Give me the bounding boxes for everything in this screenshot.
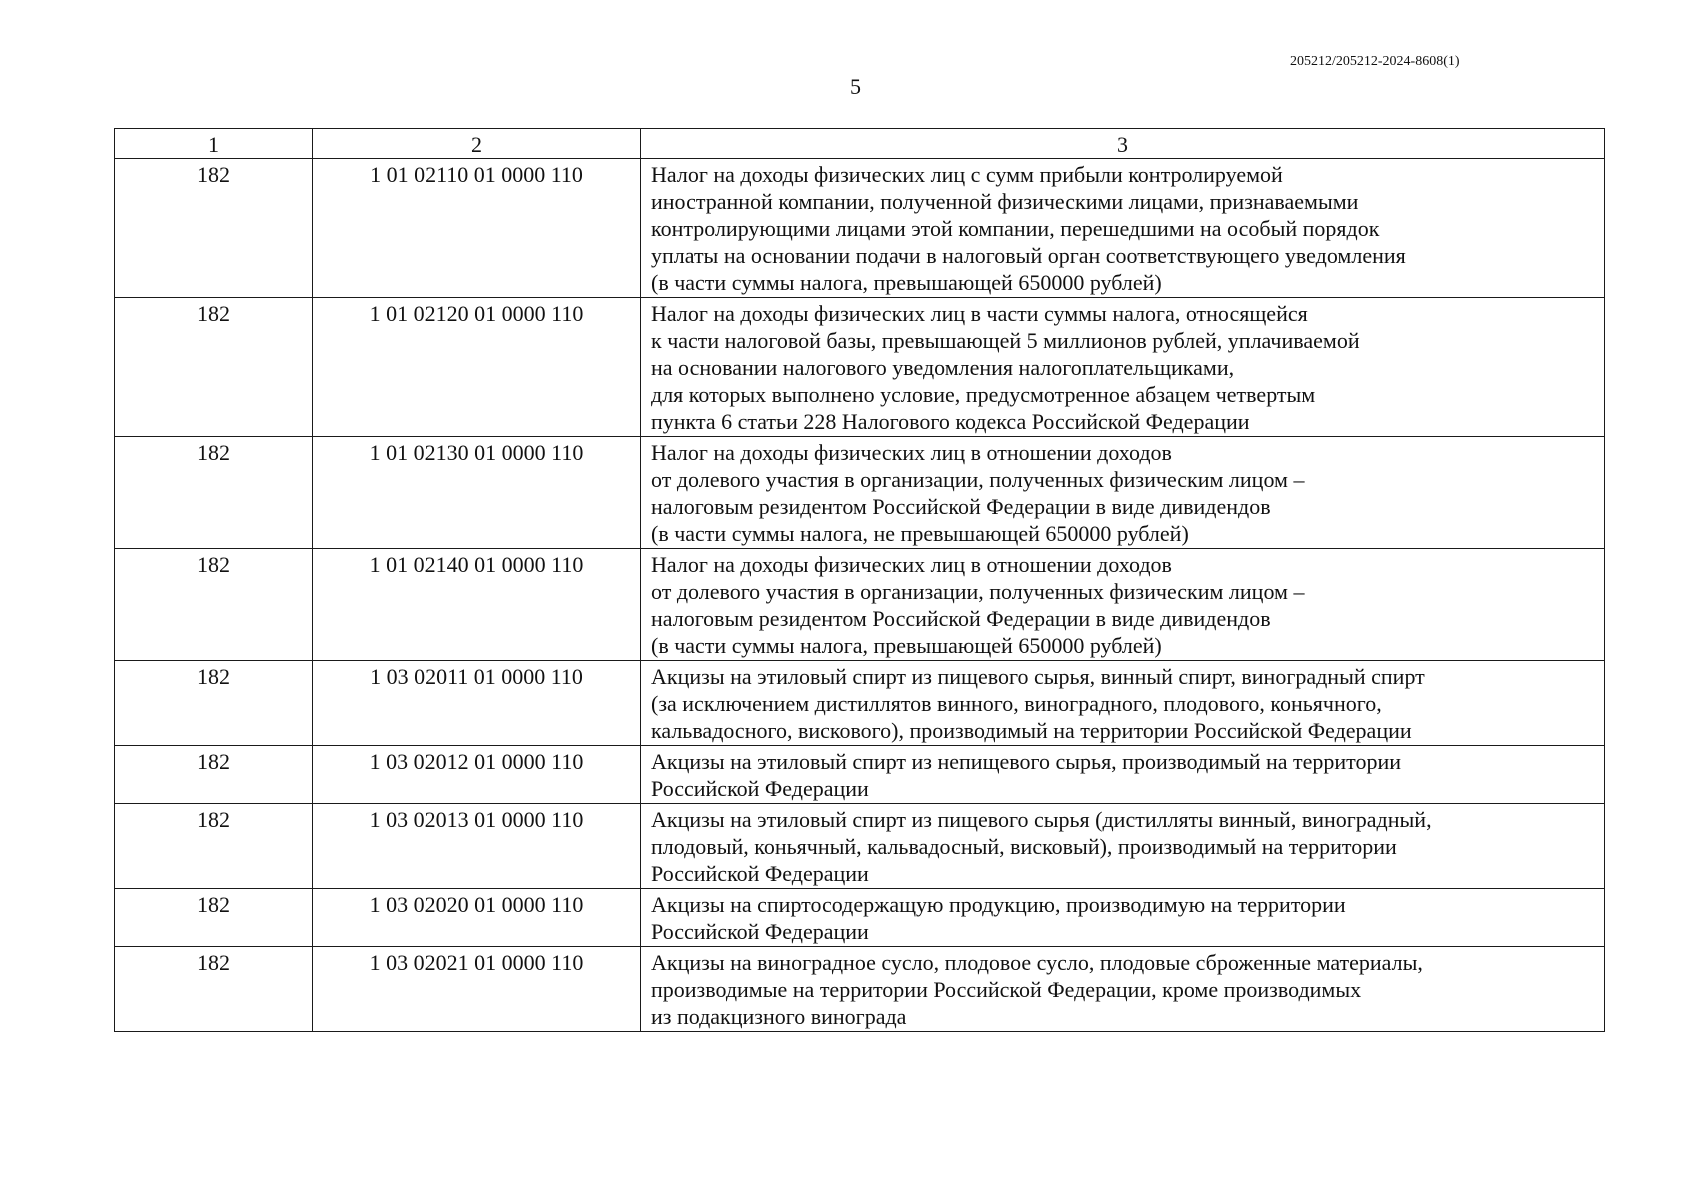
description-cell <box>641 437 1605 549</box>
description-cell <box>641 947 1605 1032</box>
description-line: Российской Федерации <box>651 776 869 801</box>
revenue-code-cell: 1 01 02120 01 0000 110 <box>313 298 641 437</box>
table-row <box>115 947 1605 1032</box>
description-line: (в части суммы налога, не превышающей 650000 рублей) <box>651 521 1189 546</box>
description-line: на основании налогового уведомления налогоплательщиками, <box>651 355 1235 380</box>
revenue-code-cell: 1 01 02130 01 0000 110 <box>313 437 641 549</box>
description-line: из подакцизного винограда <box>651 1004 907 1029</box>
table-row <box>115 437 1605 549</box>
description-line: Российской Федерации <box>651 861 869 886</box>
description-line: плодовый, коньячный, кальвадосный, висковый), производимый на территории <box>651 834 1397 859</box>
table-row <box>115 549 1605 661</box>
revenue-code-cell: 1 03 02021 01 0000 110 <box>313 947 641 1032</box>
revenue-code-cell: 1 01 02110 01 0000 110 <box>313 159 641 298</box>
description-line: иностранной компании, полученной физическими лицами, признаваемыми <box>651 189 1359 214</box>
table-row <box>115 661 1605 746</box>
description-line: Российской Федерации <box>651 919 869 944</box>
description-line: Налог на доходы физических лиц с сумм прибыли контролируемой <box>651 162 1283 187</box>
page-number: 5 <box>850 74 861 99</box>
description-line: Акцизы на этиловый спирт из пищевого сырья (дистилляты винный, виноградный, <box>651 807 1432 832</box>
description-line: Налог на доходы физических лиц в отношении доходов <box>651 440 1172 465</box>
description-cell <box>641 549 1605 661</box>
header-row <box>115 129 1605 159</box>
revenue-code-cell: 1 03 02020 01 0000 110 <box>313 889 641 947</box>
table-row <box>115 804 1605 889</box>
description-line: Налог на доходы физических лиц в отношении доходов <box>651 552 1172 577</box>
table-row <box>115 159 1605 298</box>
description-cell <box>641 159 1605 298</box>
description-line: (в части суммы налога, превышающей 650000 рублей) <box>651 270 1162 295</box>
description-line: Акцизы на этиловый спирт из пищевого сырья, винный спирт, виноградный спирт <box>651 664 1425 689</box>
description-line: пункта 6 статьи 228 Налогового кодекса Российской Федерации <box>651 409 1250 434</box>
header-col-3: 3 <box>641 129 1605 159</box>
description-line: (в части суммы налога, превышающей 650000 рублей) <box>651 633 1162 658</box>
revenue-code-cell: 1 01 02140 01 0000 110 <box>313 549 641 661</box>
description-cell <box>641 746 1605 804</box>
description-line: для которых выполнено условие, предусмотренное абзацем четвертым <box>651 382 1316 407</box>
description-line: Акцизы на этиловый спирт из непищевого сырья, производимый на территории <box>651 749 1402 774</box>
description-line: уплаты на основании подачи в налоговый орган соответствующего уведомления <box>651 243 1406 268</box>
description-line: (за исключением дистиллятов винного, виноградного, плодового, коньячного, <box>651 691 1382 716</box>
classification-table <box>114 128 1605 1032</box>
description-cell <box>641 298 1605 437</box>
description-line: от долевого участия в организации, полученных физическим лицом – <box>651 467 1305 492</box>
description-cell <box>641 889 1605 947</box>
admin-code-cell: 182 <box>115 298 313 437</box>
admin-code-cell: 182 <box>115 437 313 549</box>
description-cell <box>641 661 1605 746</box>
description-line: к части налоговой базы, превышающей 5 миллионов рублей, уплачиваемой <box>651 328 1360 353</box>
admin-code-cell: 182 <box>115 889 313 947</box>
admin-code-cell: 182 <box>115 159 313 298</box>
table-row <box>115 298 1605 437</box>
description-line: производимые на территории Российской Федерации, кроме производимых <box>651 977 1362 1002</box>
header-col-2: 2 <box>313 129 641 159</box>
admin-code-cell: 182 <box>115 804 313 889</box>
description-line: Акцизы на виноградное сусло, плодовое сусло, плодовые сброженные материалы, <box>651 950 1423 975</box>
revenue-code-cell: 1 03 02011 01 0000 110 <box>313 661 641 746</box>
document-id: 205212/205212-2024-8608(1) <box>1290 54 1460 69</box>
table-row <box>115 746 1605 804</box>
header-col-1: 1 <box>115 129 313 159</box>
admin-code-cell: 182 <box>115 661 313 746</box>
description-line: Акцизы на спиртосодержащую продукцию, производимую на территории <box>651 892 1346 917</box>
admin-code-cell: 182 <box>115 746 313 804</box>
admin-code-cell: 182 <box>115 549 313 661</box>
table-row <box>115 889 1605 947</box>
revenue-code-cell: 1 03 02012 01 0000 110 <box>313 746 641 804</box>
description-line: контролирующими лицами этой компании, перешедшими на особый порядок <box>651 216 1380 241</box>
description-line: налоговым резидентом Российской Федерации в виде дивидендов <box>651 606 1271 631</box>
description-cell <box>641 804 1605 889</box>
description-line: кальвадосного, вискового), производимый на территории Российской Федерации <box>651 718 1412 743</box>
description-line: от долевого участия в организации, полученных физическим лицом – <box>651 579 1305 604</box>
admin-code-cell: 182 <box>115 947 313 1032</box>
description-line: налоговым резидентом Российской Федерации в виде дивидендов <box>651 494 1271 519</box>
revenue-code-cell: 1 03 02013 01 0000 110 <box>313 804 641 889</box>
description-line: Налог на доходы физических лиц в части суммы налога, относящейся <box>651 301 1308 326</box>
